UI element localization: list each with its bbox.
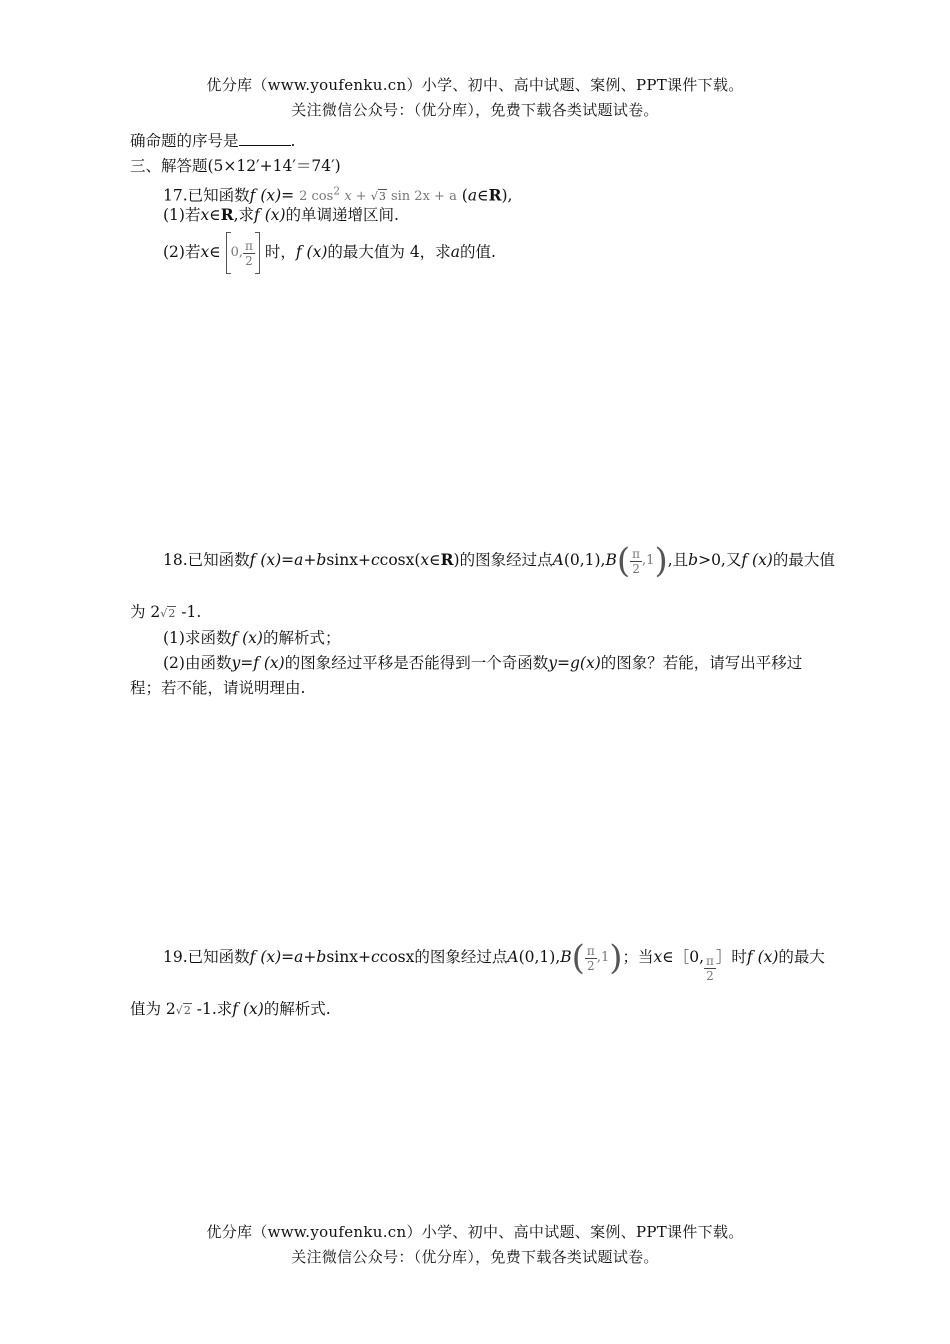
q17-p1-pre: (1)若 <box>163 206 201 224</box>
q18-eq: = <box>281 551 295 569</box>
sqrt-symbol: √2 <box>175 1004 191 1017</box>
header-line-2: 关注微信公众号：（优分库），免费下载各类试题试卷。 <box>291 101 659 119</box>
q17-eq: = <box>281 186 295 205</box>
q17-p2-mid: 时， <box>264 243 296 261</box>
previous-question-tail <box>130 130 295 152</box>
q19-int-close: ］时 <box>715 948 747 966</box>
q18-sqrt2: 2 <box>168 607 176 620</box>
q18-p1-end: 的解析式； <box>262 629 341 647</box>
q18-fx: f (x) <box>249 551 282 569</box>
q17-p1-end: 的单调递增区间. <box>285 206 399 224</box>
q17-part-2 <box>163 230 496 275</box>
q19-two: 2 <box>587 958 595 973</box>
header-line-1: 优分库（www.youfenku.cn）小学、初中、高中试题、案例、PPT课件下载。 <box>206 76 744 94</box>
q19-l2-fx: f (x) <box>232 1000 264 1018</box>
q18-fx2: f (x) <box>741 551 773 569</box>
q18-x: x <box>420 551 430 569</box>
q19-b: b <box>316 948 327 966</box>
q18-p1-pre: (1)求函数 <box>163 629 232 647</box>
q18-a: a <box>294 551 304 569</box>
q17-p2-a: a <box>450 243 460 261</box>
q18-R: R <box>440 550 454 569</box>
left-paren-icon: ( <box>571 938 585 978</box>
q19-stem <box>163 935 825 983</box>
q18-pi: π <box>632 546 641 561</box>
q18-lead: 18.已知函数 <box>163 551 250 569</box>
q18-c: c <box>370 551 380 569</box>
section-title: 三、解答题(5×12′+14′＝74′) <box>130 157 341 175</box>
q17-p2-pre: (2)若 <box>163 243 201 261</box>
prev-text: 确命题的序号是 <box>130 132 239 150</box>
q17-two: 2 <box>245 253 253 268</box>
q19-l2-pre: 值为 2 <box>130 1000 176 1018</box>
q18-stem <box>163 538 835 583</box>
q17-p2-end: 的值. <box>459 243 496 261</box>
q18-B-rest: ,1 <box>642 553 655 568</box>
q19-sqrt2: 2 <box>183 1004 191 1017</box>
q19-l2-end: 的解析式. <box>263 1000 331 1018</box>
q18-B: B <box>605 551 617 569</box>
q17-cond-in: ∈ <box>477 186 489 205</box>
q18-l2-end: -1. <box>181 603 202 621</box>
q19-stem-line-2 <box>130 998 331 1022</box>
q17-lead: 17.已知函数 <box>163 186 250 205</box>
q18-gt: >0,又 <box>698 551 742 569</box>
q17-p2-x: x <box>200 243 210 261</box>
q19-B-rest: ,1 <box>596 950 610 965</box>
q17-expr-b: x + <box>344 189 371 205</box>
q18-A: A <box>552 551 564 569</box>
q19-x: x <box>653 948 663 966</box>
q18-pi-over-2 <box>630 547 642 576</box>
q19-A: A <box>507 948 519 966</box>
right-paren-icon: ) <box>609 938 623 978</box>
q17-fx: f (x) <box>249 186 282 205</box>
q17-p2-mid2: 的最大值为 4，求 <box>327 243 451 261</box>
q17-p1-x: x <box>200 206 210 224</box>
q19-a: a <box>294 948 304 966</box>
q18-b2: b <box>688 551 699 569</box>
q17-formula <box>299 185 457 205</box>
q19-l2-mid: -1.求 <box>196 1000 233 1018</box>
q19-sinx: sinx+ <box>326 948 371 966</box>
q18-plus: + <box>303 551 317 569</box>
q18-mid: )的图象经过点 <box>453 551 553 569</box>
q18-p2-pre: (2)由函数 <box>163 654 232 672</box>
q19-semi: ；当 <box>622 948 654 966</box>
sqrt-symbol: √2 <box>160 607 176 620</box>
q18-p2-mid: 的图象经过平移是否能得到一个奇函数 <box>284 654 549 672</box>
q17-cond-open: ( <box>461 186 468 205</box>
q17-sqrt3: 3 <box>378 190 386 204</box>
q18-stem-line-2 <box>130 601 201 625</box>
q19-fx: f (x) <box>249 948 282 966</box>
q19-int-two: 2 <box>706 968 714 983</box>
q18-l2-pre: 为 2 <box>130 603 161 621</box>
q19-lead: 19.已知函数 <box>163 948 250 966</box>
q19-int-pi: π <box>706 953 714 968</box>
q17-p1-R: R <box>220 205 234 224</box>
answer-blank <box>239 131 291 146</box>
q18-p2-g: y=g(x) <box>548 654 601 672</box>
q18-p2-end: 的图象？若能，请写出平移过 <box>600 654 803 672</box>
q18-max: 的最大值 <box>772 551 835 569</box>
q18-b: b <box>316 551 327 569</box>
q18-A-coord: (0,1), <box>563 551 606 569</box>
right-bracket-icon <box>255 232 260 274</box>
q18-p1-fx: f (x) <box>231 629 263 647</box>
q17-cond-close: ), <box>501 186 513 205</box>
q19-B: B <box>560 948 572 966</box>
q18-cont: ,且 <box>667 551 689 569</box>
q17-pi-over-2 <box>243 239 255 268</box>
q17-part-1 <box>163 204 399 226</box>
q17-p1-mid: ,求 <box>233 206 255 224</box>
q17-cond-R: R <box>488 185 502 205</box>
q19-in: ∈［0, <box>662 948 705 966</box>
right-paren-icon: ) <box>654 541 668 581</box>
q17-p2-in: ∈ <box>209 243 221 261</box>
q18-two: 2 <box>632 561 640 576</box>
q19-fx2: f (x) <box>746 948 779 966</box>
footer-line-2: 关注微信公众号：（优分库），免费下载各类试题试卷。 <box>291 1248 659 1266</box>
q19-interval-pi-over-2 <box>704 954 716 983</box>
q19-eq: = <box>281 948 295 966</box>
q17-interval-left: 0, <box>230 245 244 260</box>
footer-line-1: 优分库（www.youfenku.cn）小学、初中、高中试题、案例、PPT课件下载。 <box>206 1223 744 1241</box>
q17-cond-a: a <box>467 186 478 205</box>
q17-p1-in: ∈ <box>209 206 221 224</box>
q19-mid: 的图象经过点 <box>414 948 508 966</box>
q19-pi-over-2 <box>585 944 597 973</box>
q18-part-2-line-2: 程；若不能，请说明理由. <box>130 679 306 697</box>
sqrt-symbol: √3 <box>370 190 386 204</box>
q18-part-1 <box>163 627 340 649</box>
q19-cosx: cosx <box>379 948 415 966</box>
q18-p2-y: y=f (x) <box>231 654 285 672</box>
q18-sinx: sinx+ <box>326 551 371 569</box>
q17-p2-fx: f (x) <box>295 243 328 261</box>
q19-A-coord: (0,1), <box>518 948 561 966</box>
q19-plus: + <box>303 948 317 966</box>
q19-pi: π <box>586 943 595 958</box>
q18-part-2 <box>163 652 802 674</box>
prev-end: . <box>290 132 296 150</box>
left-paren-icon: ( <box>616 541 631 581</box>
q18-in: ∈ <box>429 551 441 569</box>
q18-cosx: cosx( <box>379 551 421 569</box>
q17-p1-fx: f (x) <box>254 206 286 224</box>
q19-c: c <box>370 948 380 966</box>
q17-expr-sq: 2 <box>333 185 341 198</box>
q17-expr-a: 2 cos <box>299 189 334 205</box>
q19-max: 的最大 <box>778 948 825 966</box>
q17-expr-c: sin 2x + a <box>390 189 457 205</box>
q17-pi: π <box>245 238 253 253</box>
